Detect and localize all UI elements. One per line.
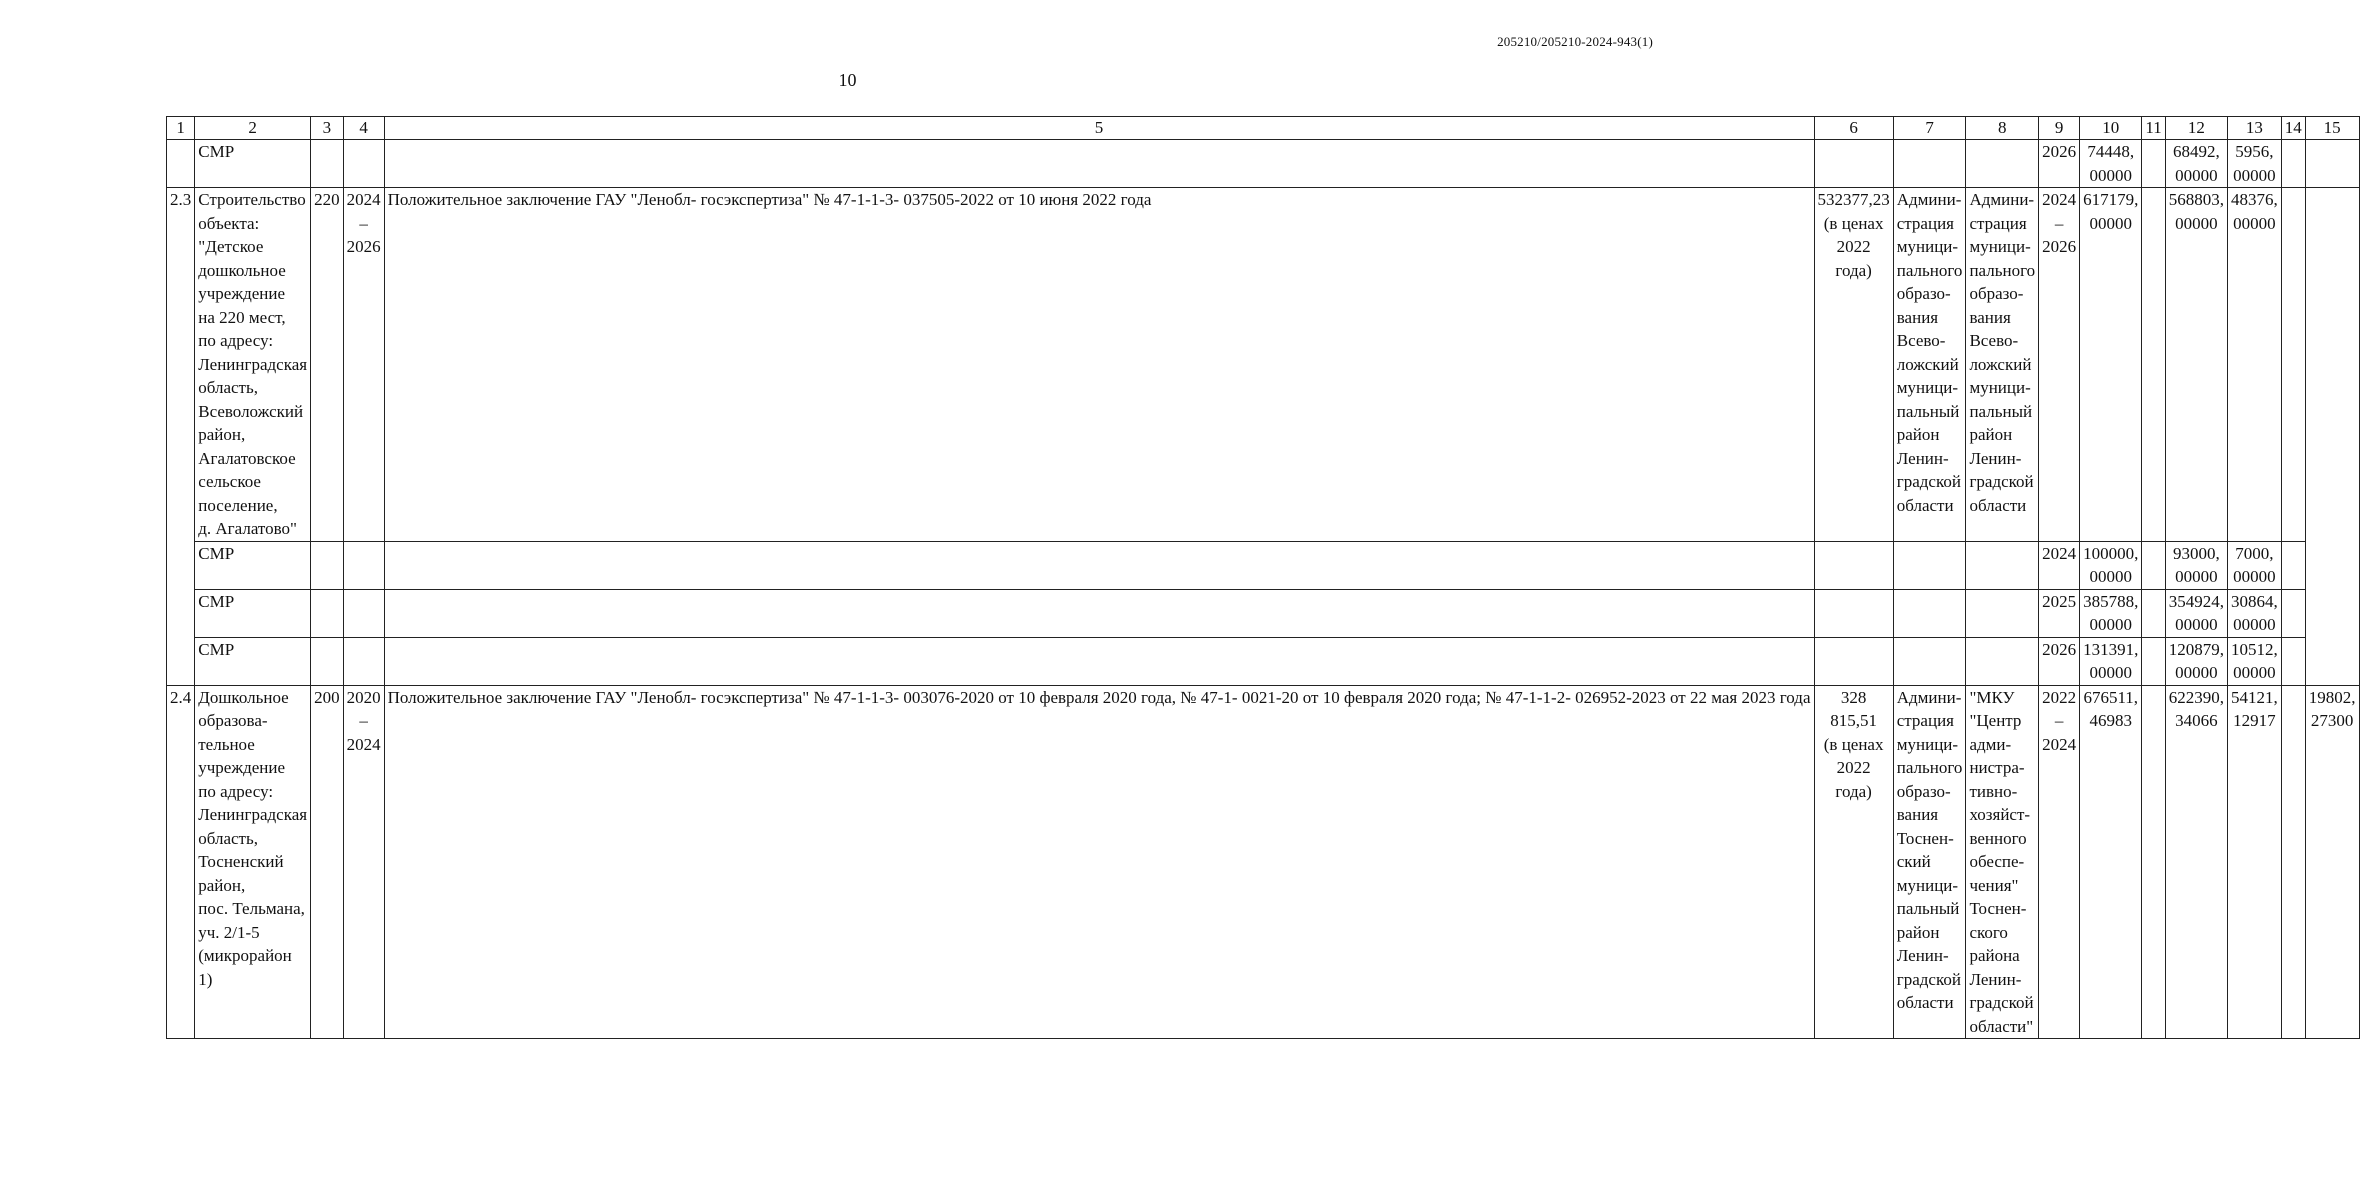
amount-cell: 10512, 00000: [2228, 637, 2282, 685]
year-cell: 2026: [2039, 637, 2080, 685]
table-cell: [2142, 188, 2165, 542]
amount-cell: 622390, 34066: [2165, 685, 2227, 1039]
table-cell: [311, 140, 344, 188]
object-name-cell: Дошкольное образова- тельное учреждение по адресу: Ленинградская область, Тосненский район, пос. Тельмана, уч. 2/1-5 (микрорайон 1): [195, 685, 311, 1039]
table-cell: [384, 589, 1814, 637]
table-cell: [2281, 188, 2305, 542]
year-cell: 2024 – 2026: [2039, 188, 2080, 542]
table-cell: [2142, 685, 2165, 1039]
table-row: [167, 140, 2360, 188]
table-cell: [1814, 589, 1893, 637]
amount-cell: 617179, 00000: [2080, 188, 2142, 542]
amount-cell: 30864, 00000: [2228, 589, 2282, 637]
period-cell: 2024 – 2026: [343, 188, 384, 542]
cost-cell: 532377,23 (в ценах 2022 года): [1814, 188, 1893, 542]
year-cell: 2022 – 2024: [2039, 685, 2080, 1039]
customer-cell: Админи- страция муници- пального образо- вания Тоснен- ский муници- пальный район Ленин- градской области: [1893, 685, 1966, 1039]
amount-cell: 68492, 00000: [2165, 140, 2227, 188]
developer-cell: "МКУ "Центр адми- нистра- тивно- хозяйст- венного обеспе- чения" Тоснен- ского района Ленин- градской области": [1966, 685, 2039, 1039]
column-header: 4: [343, 117, 384, 140]
amount-cell: 7000, 00000: [2228, 541, 2282, 589]
amount-cell: 100000, 00000: [2080, 541, 2142, 589]
customer-cell: Админи- страция муници- пального образо- вания Всево- ложский муници- пальный район Ленин- градской области: [1893, 188, 1966, 542]
column-header: 8: [1966, 117, 2039, 140]
column-header: 3: [311, 117, 344, 140]
table-cell: [2281, 637, 2305, 685]
column-header: 12: [2165, 117, 2227, 140]
table-cell: [311, 589, 344, 637]
table-row: [167, 188, 2360, 542]
column-header: 13: [2228, 117, 2282, 140]
work-type-cell: СМР: [195, 589, 311, 637]
table-cell: [2142, 541, 2165, 589]
column-header: 1: [167, 117, 195, 140]
column-header: 5: [384, 117, 1814, 140]
amount-cell: 5956, 00000: [2228, 140, 2282, 188]
table-row: [167, 637, 2360, 685]
table-cell: [311, 541, 344, 589]
table-cell: [2281, 685, 2305, 1039]
table-cell: [1966, 589, 2039, 637]
amount-cell: 19802, 27300: [2305, 685, 2359, 1039]
amount-cell: 74448, 00000: [2080, 140, 2142, 188]
column-header: 14: [2281, 117, 2305, 140]
year-cell: 2025: [2039, 589, 2080, 637]
table-cell: [1966, 637, 2039, 685]
column-header: 2: [195, 117, 311, 140]
table-cell: [2305, 140, 2359, 188]
amount-cell: 93000, 00000: [2165, 541, 2227, 589]
row-number-cell: 2.4: [167, 685, 195, 1039]
table-cell: [384, 541, 1814, 589]
table-cell: [343, 541, 384, 589]
year-cell: 2024: [2039, 541, 2080, 589]
column-header: 9: [2039, 117, 2080, 140]
amount-cell: 131391, 00000: [2080, 637, 2142, 685]
table-cell: [1893, 589, 1966, 637]
page-number: 10: [838, 70, 857, 90]
amount-cell: 120879, 00000: [2165, 637, 2227, 685]
period-cell: 2020 – 2024: [343, 685, 384, 1039]
column-header: 10: [2080, 117, 2142, 140]
table-cell: [343, 589, 384, 637]
column-header: 7: [1893, 117, 1966, 140]
expertise-cell: Положительное заключение ГАУ "Ленобл- госэкспертиза" № 47-1-1-3- 037505-2022 от 10 июня 2022 года: [384, 188, 1814, 542]
object-name-cell: Строительство объекта: "Детское дошкольное учреждение на 220 мест, по адресу: Ленинградская область, Всеволожский район, Агалатовское сельское поселение, д. Агалатово": [195, 188, 311, 542]
amount-cell: 54121, 12917: [2228, 685, 2282, 1039]
table-cell: [1893, 541, 1966, 589]
year-cell: 2026: [2039, 140, 2080, 188]
amount-cell: 48376, 00000: [2228, 188, 2282, 542]
table-cell: [2142, 140, 2165, 188]
amount-cell: 676511, 46983: [2080, 685, 2142, 1039]
table-cell: [2281, 541, 2305, 589]
table-cell: [1814, 140, 1893, 188]
column-header: 6: [1814, 117, 1893, 140]
table-cell: [2305, 188, 2359, 686]
header-row: [167, 117, 2360, 140]
column-header: 15: [2305, 117, 2359, 140]
table-cell: [384, 637, 1814, 685]
capacity-cell: 200: [311, 685, 344, 1039]
work-type-cell: СМР: [195, 637, 311, 685]
developer-cell: Админи- страция муници- пального образо- вания Всево- ложский муници- пальный район Ленин- градской области: [1966, 188, 2039, 542]
capacity-cell: 220: [311, 188, 344, 542]
table-cell: [1893, 637, 1966, 685]
table-row: [167, 685, 2360, 1039]
table-cell: [2142, 589, 2165, 637]
column-header: 11: [2142, 117, 2165, 140]
table-cell: [2281, 589, 2305, 637]
cost-cell: 328 815,51 (в ценах 2022 года): [1814, 685, 1893, 1039]
table-cell: [1966, 541, 2039, 589]
work-type-cell: СМР: [195, 140, 311, 188]
table-cell: [311, 637, 344, 685]
row-number-cell: 2.3: [167, 188, 195, 686]
table-cell: [1893, 140, 1966, 188]
investment-table: [166, 116, 2360, 1039]
table-cell: [343, 637, 384, 685]
table-cell: [384, 140, 1814, 188]
table-cell: [1814, 541, 1893, 589]
work-type-cell: СМР: [195, 541, 311, 589]
table-cell: [1966, 140, 2039, 188]
table-row: [167, 589, 2360, 637]
table-cell: [2281, 140, 2305, 188]
table-row: [167, 541, 2360, 589]
table-cell: [343, 140, 384, 188]
amount-cell: 385788, 00000: [2080, 589, 2142, 637]
document-id: 205210/205210-2024-943(1): [1497, 34, 1653, 49]
table-cell: [2142, 637, 2165, 685]
table-cell: [167, 140, 195, 188]
expertise-cell: Положительное заключение ГАУ "Ленобл- госэкспертиза" № 47-1-1-3- 003076-2020 от 10 февраля 2020 года, № 47-1- 0021-20 от 10 февраля 2020 года; № 47-1-1-2- 026952-2023 от 22 мая 2023 года: [384, 685, 1814, 1039]
amount-cell: 568803, 00000: [2165, 188, 2227, 542]
amount-cell: 354924, 00000: [2165, 589, 2227, 637]
table-cell: [1814, 637, 1893, 685]
